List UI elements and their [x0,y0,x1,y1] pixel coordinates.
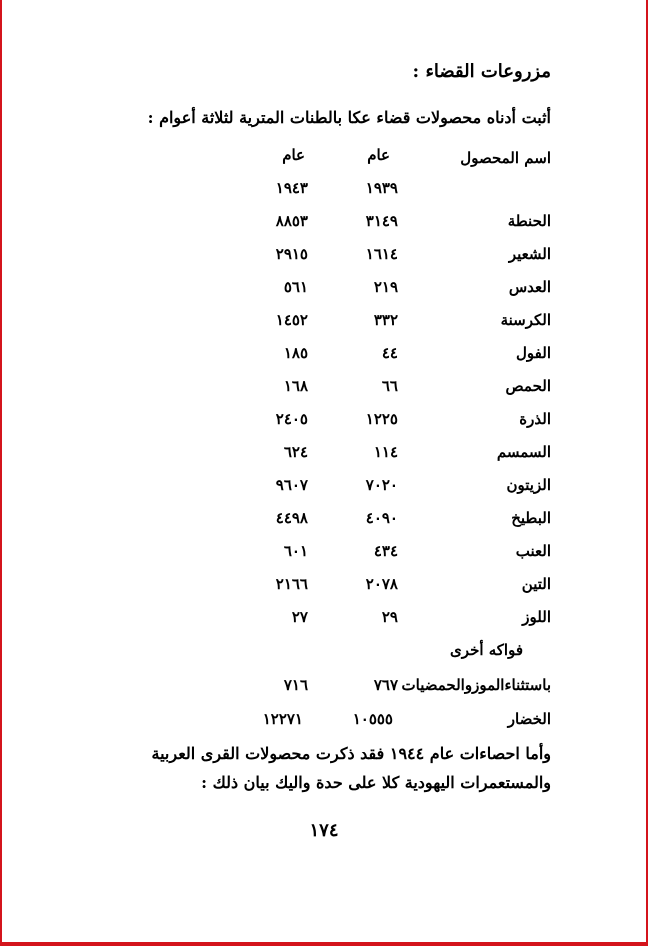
section-heading: مزروعات القضاء : [412,61,551,82]
value-1939: ٢٩ [381,608,398,626]
column-header-product: اسم المحصول [460,149,551,167]
value-1939: ٢١٩ [373,278,398,296]
value-1939: ١٢٢٥ [365,410,398,428]
value-1939: ٧٠٢٠ [365,476,398,494]
value-1939: ٤٣٤ [373,542,398,560]
value-1943: ٧١٦ [283,676,308,694]
value-1939: ٤٠٩٠ [365,509,398,527]
column-header-year-label: عام [367,146,390,164]
column-header-year-label: عام [282,146,305,164]
crop-name: الزيتون [506,476,551,494]
value-1939: ٢٠٧٨ [365,575,398,593]
crop-name: العنب [515,542,551,560]
crop-name: اللوز [522,608,551,626]
other-fruits-label: فواكه أخرى [450,641,523,659]
value-1939: ٧٦٧ [373,676,398,694]
column-header-year-1943: ١٩٤٣ [275,179,308,197]
crop-name: التين [521,575,551,593]
value-1943: ٦٠١ [283,542,308,560]
value-1939: ٦٦ [381,377,398,395]
other-fruits-note: باستثناءالموزوالحمضيات [401,676,551,694]
value-1939: ٤٤ [381,344,398,362]
crop-name: الحمص [505,377,551,395]
value-1943: ٢٧ [291,608,308,626]
value-1939: ٣٣٢ [373,311,398,329]
crop-name: الذرة [519,410,551,428]
paragraph-line: والمستعمرات اليهودية كلا على حدة واليك بيان ذلك : [201,773,551,792]
value-1939: ٣١٤٩ [365,212,398,230]
value-1943: ٢٩١٥ [275,245,308,263]
value-1943: ١٦٨ [283,377,308,395]
column-header-year-1939: ١٩٣٩ [365,179,398,197]
crop-name: الفول [516,344,551,362]
intro-sentence: أثبت أدناه محصولات قضاء عكا بالطنات المترية لثلاثة أعوام : [147,108,551,127]
value-1939: ١٦١٤ [365,245,398,263]
value-1943: ٦٢٤ [283,443,308,461]
page-number: ١٧٤ [309,820,339,841]
value-1943: ١٢٢٧١ [262,710,303,728]
value-1943: ٩٦٠٧ [275,476,308,494]
paragraph-line: وأما احصاءات عام ١٩٤٤ فقد ذكرت محصولات القرى العربية [151,744,551,763]
crop-name: الكرسنة [500,311,551,329]
value-1943: ٨٨٥٣ [275,212,308,230]
value-1943: ٢٤٠٥ [275,410,308,428]
crop-name: الخضار [507,710,551,728]
value-1943: ٥٦١ [283,278,308,296]
value-1943: ٤٤٩٨ [275,509,308,527]
crop-name: البطيخ [511,509,551,527]
value-1943: ٢١٦٦ [275,575,308,593]
value-1939: ١٠٥٥٥ [352,710,393,728]
value-1943: ١٤٥٢ [275,311,308,329]
crop-name: العدس [508,278,551,296]
crop-name: الحنطة [507,212,551,230]
crop-name: الشعير [508,245,551,263]
crop-name: السمسم [496,443,551,461]
value-1943: ١٨٥ [283,344,308,362]
value-1939: ١١٤ [373,443,398,461]
